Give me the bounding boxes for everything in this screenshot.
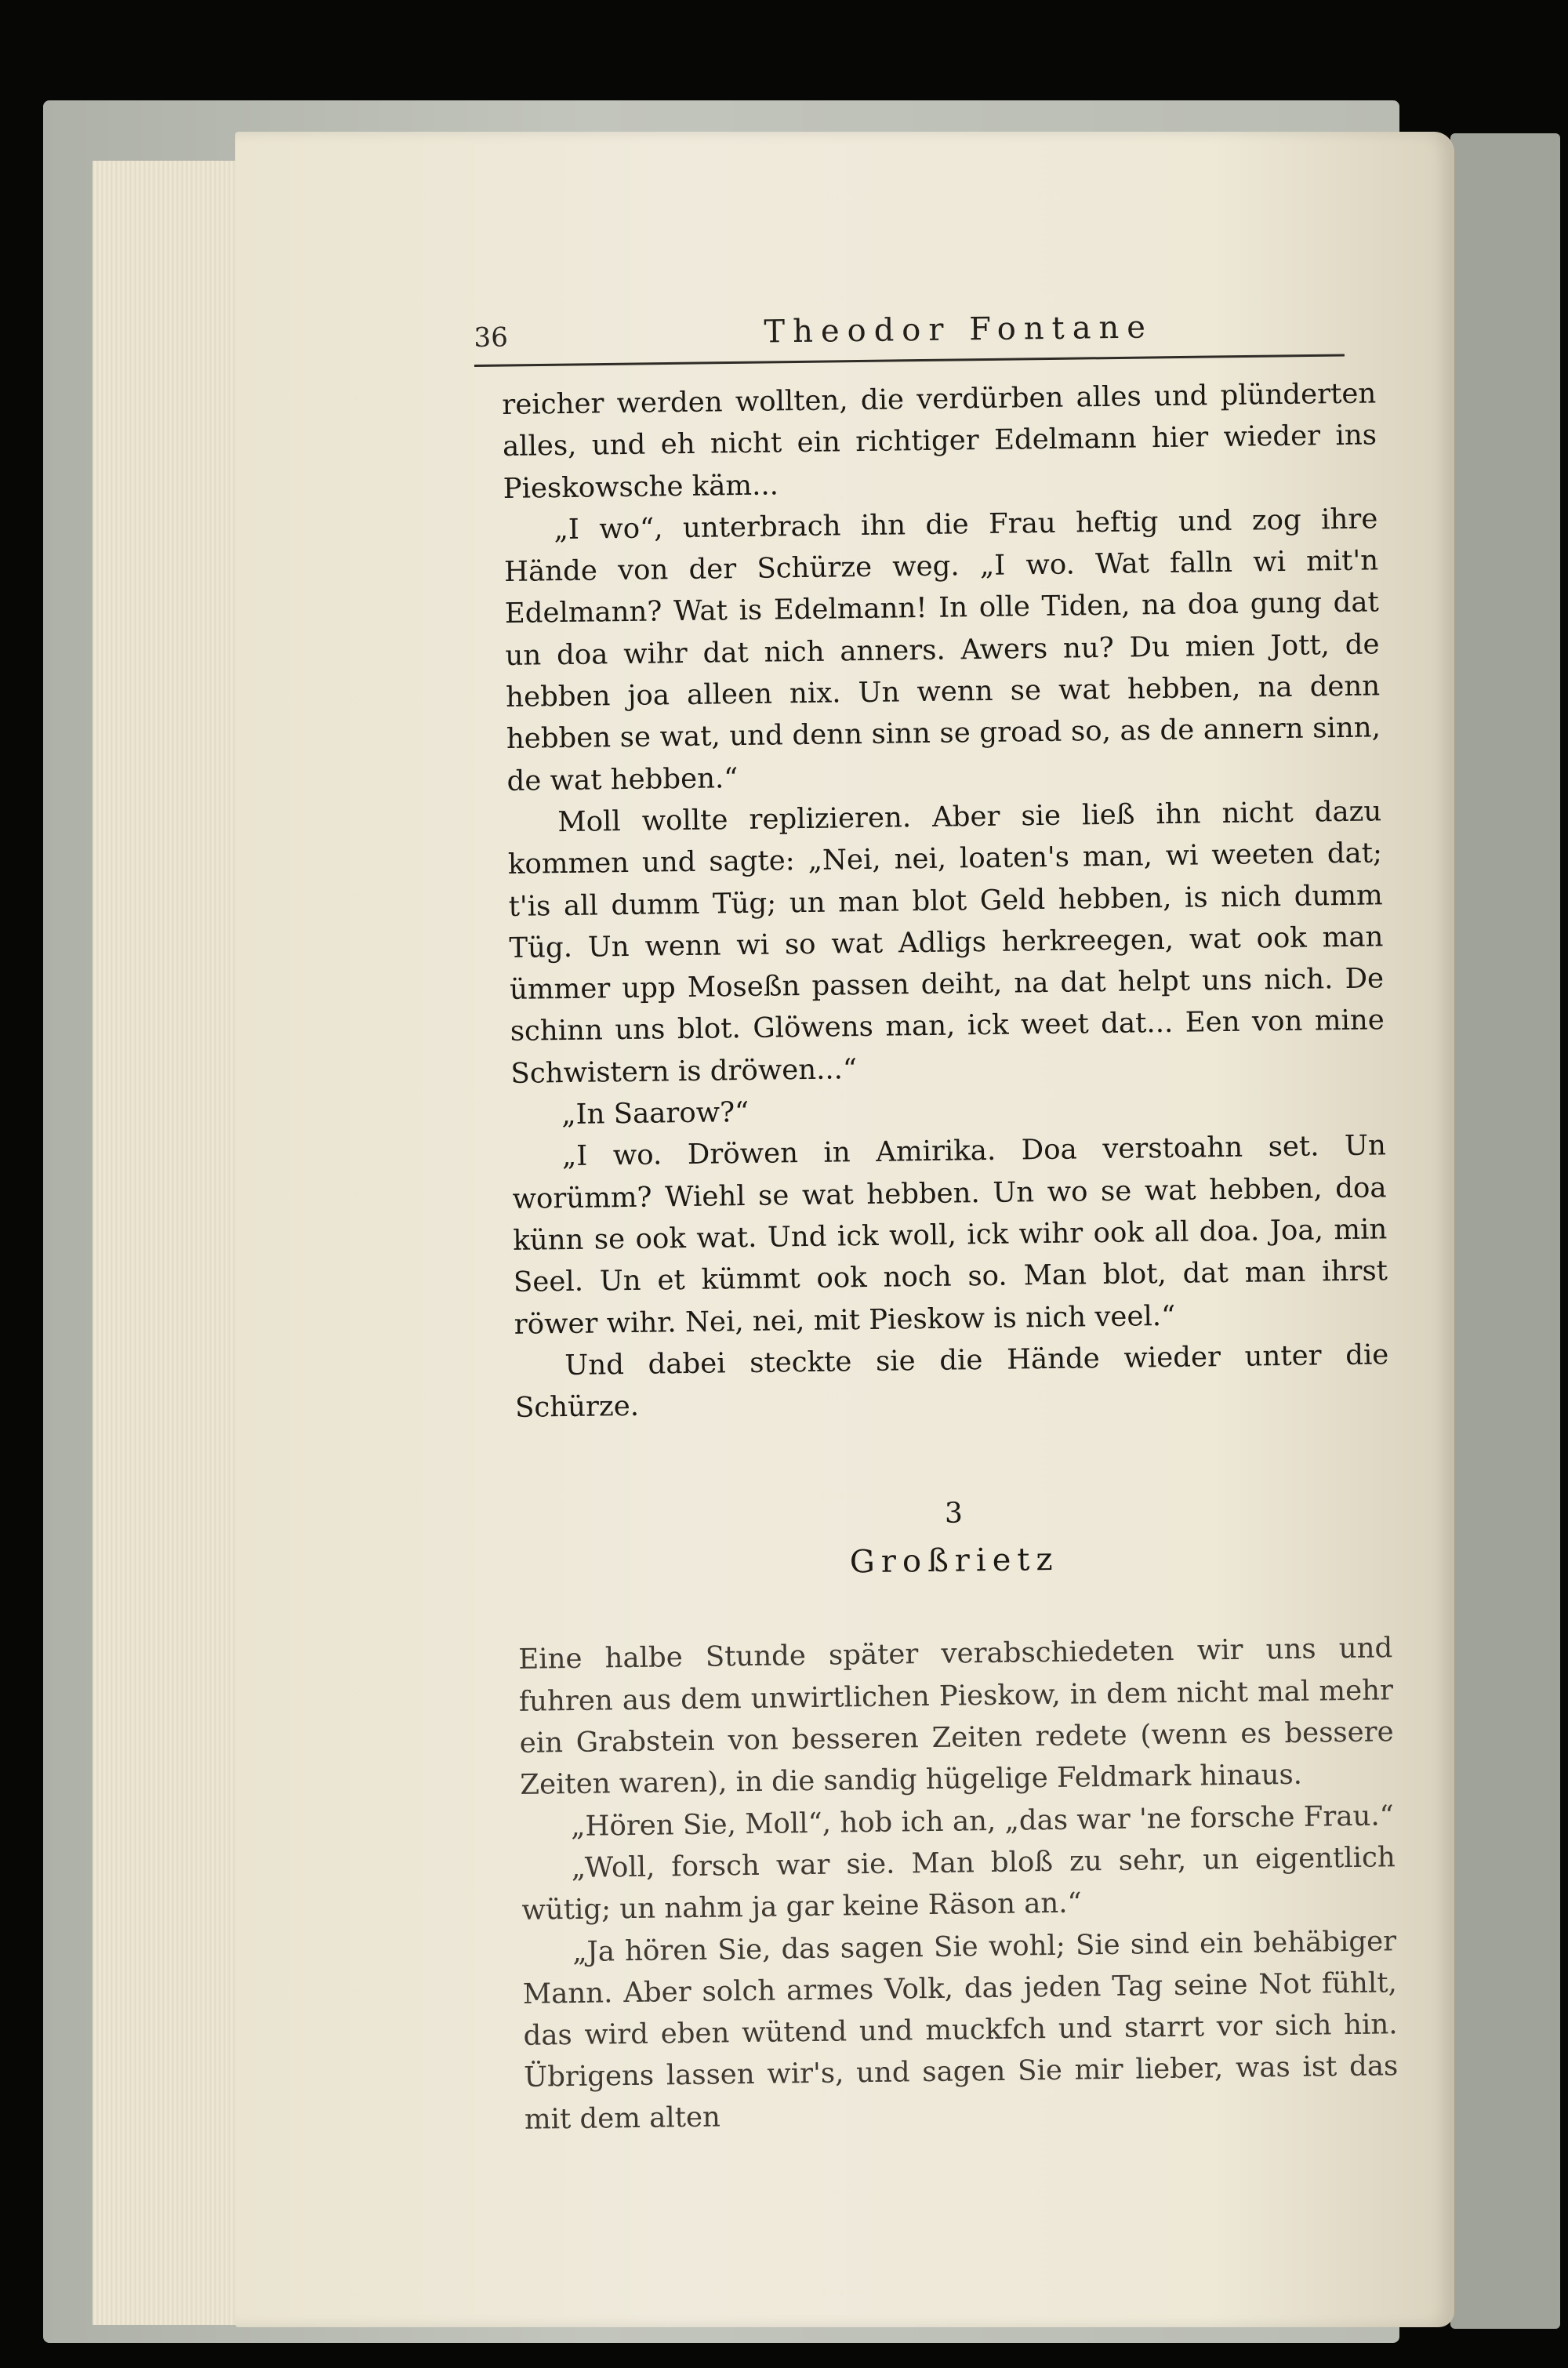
paragraph: „I wo“, unterbrach ihn die Frau heftig und zog ihre Hände von der Schürze weg. „I wo. Wat falln wi mit'n Edelmann? Wat is Edelmann! In olle Tiden, na doa gung dat un doa wihr dat nich anners. Awers nu? Du mien Jott, de hebben joa alleen nix. Un wenn se wat hebben, na denn hebben se wat, und denn sinn se groad so, as de annern sinn, de wat hebben.“ xyxy=(503,503,1381,797)
paragraph: Und dabei steckte sie die Hände wieder unter die Schürze. xyxy=(514,1338,1389,1425)
paragraph: Eine halbe Stunde später verabschiedeten wir uns und fuhren aus dem unwirtlichen Pieskow, in dem nicht mal mehr ein Grabstein von besseren Zeiten redete (wenn es bessere Zeiten waren), in die sandig hügelige Feldmark hinaus. xyxy=(518,1632,1394,1802)
paragraph: Moll wollte replizieren. Aber sie ließ ihn nicht dazu kommen und sagte: „Nei, nei, loaten's man, wi weeten dat; t'is all dumm Tüg; un man blot Geld hebben, is nich dumm Tüg. Un wenn wi so wat Adligs herkreegen, wat ook man ümmer upp Moseßn passen deiht, na dat helpt uns nich. De schinn uns blot. Glöwens man, ick weet dat... Een von mine Schwistern is dröwen...“ xyxy=(507,795,1385,1090)
paragraph: „In Saarow?“ xyxy=(561,1096,750,1131)
chapter-number: 3 xyxy=(944,1497,964,1531)
paragraph: reicher werden wollten, die verdürben alles und plünderten alles, und eh nicht ein richtiger Edelmann hier wieder ins Pieskowsche käm... xyxy=(502,377,1377,505)
paragraph: „Ja hören Sie, das sagen Sie wohl; Sie sind ein behäbiger Mann. Aber solch armes Volk, das jeden Tag seine Not fühlt, das wird eben wütend und muckfch und starrt vor sich hin. Übrigens lassen wir's, und sagen Sie mir lieber, was ist das mit dem alten xyxy=(522,1924,1399,2136)
chapter-title: Großrietz xyxy=(849,1542,1059,1581)
paragraph: „I wo. Dröwen in Amirika. Doa verstoahn set. Un worümm? Wiehl se wat hebben. Un wo se wat hebben, doa künn se ook wat. Und ick woll, ick wihr ook all doa. Joa, min Seel. Un et kümmt ook noch so. Man blot, dat man ihrst röwer wihr. Nei, nei, mit Pieskow is nich veel.“ xyxy=(512,1129,1388,1341)
running-title: Theodor Fontane xyxy=(764,309,1154,350)
page-number: 36 xyxy=(474,321,509,354)
text-block xyxy=(502,372,1399,2140)
book-cover-back xyxy=(1450,133,1560,2329)
paragraph: „Hören Sie, Moll“, hob ich an, „das war 'ne forsche Frau.“ xyxy=(570,1799,1395,1843)
paragraph: „Woll, forsch war sie. Man bloß zu sehr, un eigentlich wütig; un nahm ja gar keine Räson an.“ xyxy=(521,1841,1396,1927)
page-edges xyxy=(93,161,249,2325)
